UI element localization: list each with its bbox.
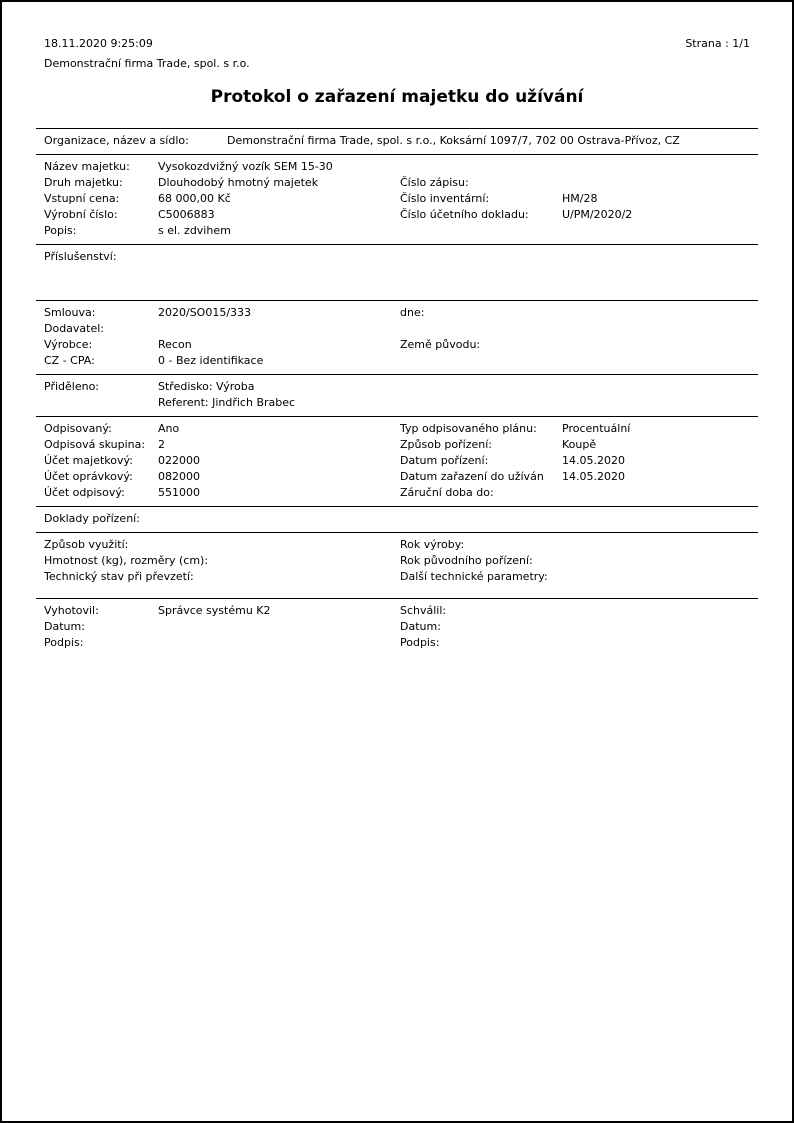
field-label: Schválil: [400, 604, 447, 617]
field-value [562, 159, 750, 175]
field-label-spacer [44, 395, 158, 411]
field-value [562, 175, 750, 191]
field-row [36, 437, 758, 453]
field-value [562, 353, 750, 369]
organization-label: Organizace, název a sídlo: [44, 134, 189, 147]
field-row [36, 453, 758, 469]
field-row [36, 159, 758, 175]
field-value: 551000 [158, 486, 200, 499]
field-label [400, 353, 562, 369]
field-label: Účet oprávkový: [44, 470, 133, 483]
field-row [36, 249, 758, 265]
field-label: Účet majetkový: [44, 454, 133, 467]
field-row [36, 485, 758, 501]
document-title: Protokol o zařazení majetku do užívání [210, 87, 584, 107]
field-value: Recon [158, 338, 192, 351]
company-name: Demonstrační firma Trade, spol. s r.o. [44, 57, 250, 70]
field-label: Způsob pořízení: [400, 438, 492, 451]
field-row [36, 223, 758, 239]
section-assignment [36, 375, 758, 416]
field-row [36, 305, 758, 321]
field-value: Středisko: Výroba [158, 380, 255, 393]
field-label: Technický stav při převzetí: [44, 570, 194, 583]
field-value: HM/28 [562, 192, 598, 205]
field-value [562, 603, 750, 619]
field-label: Datum pořízení: [400, 454, 489, 467]
field-label: Odpisovaný: [44, 422, 112, 435]
field-value: 68 000,00 Kč [158, 192, 231, 205]
field-value [562, 223, 750, 239]
field-value [562, 305, 750, 321]
field-label: dne: [400, 306, 425, 319]
field-label: Dodavatel: [44, 322, 105, 335]
field-value [158, 321, 400, 337]
section-depreciation [36, 417, 758, 506]
field-label: Výrobce: [44, 338, 93, 351]
field-label: Datum zařazení do užíván [400, 470, 544, 483]
field-label: Datum: [44, 620, 85, 633]
field-label: Výrobní číslo: [44, 208, 118, 221]
field-row [36, 603, 758, 619]
field-label: Způsob využití: [44, 538, 129, 551]
field-value: Referent: Jindřich Brabec [158, 396, 296, 409]
field-value: 022000 [158, 454, 200, 467]
page-number: Strana : 1/1 [685, 37, 750, 50]
field-label [400, 159, 562, 175]
field-label: Podpis: [400, 636, 440, 649]
field-value [562, 485, 750, 501]
field-label: Odpisová skupina: [44, 438, 146, 451]
field-label: Popis: [44, 224, 77, 237]
field-label: Rok výroby: [400, 538, 465, 551]
field-label: Hmotnost (kg), rozměry (cm): [44, 554, 209, 567]
field-value: 2 [158, 438, 165, 451]
field-label: Číslo zápisu: [400, 176, 469, 189]
print-datetime: 18.11.2020 9:25:09 [44, 37, 153, 50]
organization-value: Demonstrační firma Trade, spol. s r.o., Koksární 1097/7, 702 00 Ostrava-Přívoz, CZ [227, 134, 680, 147]
field-label: Číslo účetního dokladu: [400, 208, 529, 221]
field-label: Záruční doba do: [400, 486, 494, 499]
field-row [36, 175, 758, 191]
section-signatures [36, 599, 758, 656]
field-label: Účet odpisový: [44, 486, 125, 499]
field-value [158, 635, 400, 651]
section-contract [36, 301, 758, 374]
field-value: 2020/SO015/333 [158, 306, 252, 319]
field-row [36, 191, 758, 207]
field-value: 082000 [158, 470, 200, 483]
document-content [36, 2, 758, 656]
section-organization [36, 129, 758, 154]
field-label: Země původu: [400, 338, 481, 351]
field-label [400, 223, 562, 239]
field-label: Další technické parametry: [400, 570, 548, 583]
field-value [562, 619, 750, 635]
field-label: Vstupní cena: [44, 192, 120, 205]
field-row [36, 619, 758, 635]
field-value [562, 321, 750, 337]
field-row [36, 537, 758, 553]
field-value: U/PM/2020/2 [562, 208, 633, 221]
field-value: Dlouhodobý hmotný majetek [158, 176, 319, 189]
field-label: Datum: [400, 620, 441, 633]
field-row [36, 569, 758, 585]
field-row [36, 469, 758, 485]
field-label: Číslo inventární: [400, 192, 490, 205]
section-asset [36, 155, 758, 244]
field-row [36, 207, 758, 223]
field-label: Druh majetku: [44, 176, 123, 189]
field-label: Doklady pořízení: [44, 512, 140, 525]
field-value: Vysokozdvižný vozík SEM 15-30 [158, 160, 333, 173]
field-label: Příslušenství: [44, 250, 117, 263]
field-label [400, 321, 562, 337]
field-value: Správce systému K2 [158, 604, 271, 617]
field-row [36, 553, 758, 569]
section-purchase-docs [36, 507, 758, 532]
field-value: Koupě [562, 438, 597, 451]
field-value [158, 619, 400, 635]
field-row [36, 321, 758, 337]
field-value: 14.05.2020 [562, 454, 625, 467]
field-row [36, 353, 758, 369]
field-value: 0 - Bez identifikace [158, 354, 264, 367]
field-row [36, 379, 758, 395]
field-value: Procentuální [562, 422, 631, 435]
field-label: Rok původního pořízení: [400, 554, 533, 567]
field-label: Název majetku: [44, 160, 130, 173]
field-row [36, 337, 758, 353]
field-row [36, 395, 758, 411]
field-label: Podpis: [44, 636, 84, 649]
page-header [36, 2, 758, 52]
field-value: s el. zdvihem [158, 224, 231, 237]
field-value: C5006883 [158, 208, 215, 221]
section-accessories [36, 245, 758, 300]
field-value [562, 635, 750, 651]
field-label: Vyhotovil: [44, 604, 99, 617]
field-label: Přiděleno: [44, 380, 99, 393]
field-row [36, 511, 758, 527]
field-value: 14.05.2020 [562, 470, 625, 483]
field-label: CZ - CPA: [44, 354, 95, 367]
section-technical [36, 533, 758, 598]
field-label: Smlouva: [44, 306, 96, 319]
field-label: Typ odpisovaného plánu: [400, 422, 537, 435]
field-row [36, 421, 758, 437]
field-row [36, 635, 758, 651]
field-row [36, 133, 758, 149]
field-value [562, 337, 750, 353]
field-value: Ano [158, 422, 180, 435]
